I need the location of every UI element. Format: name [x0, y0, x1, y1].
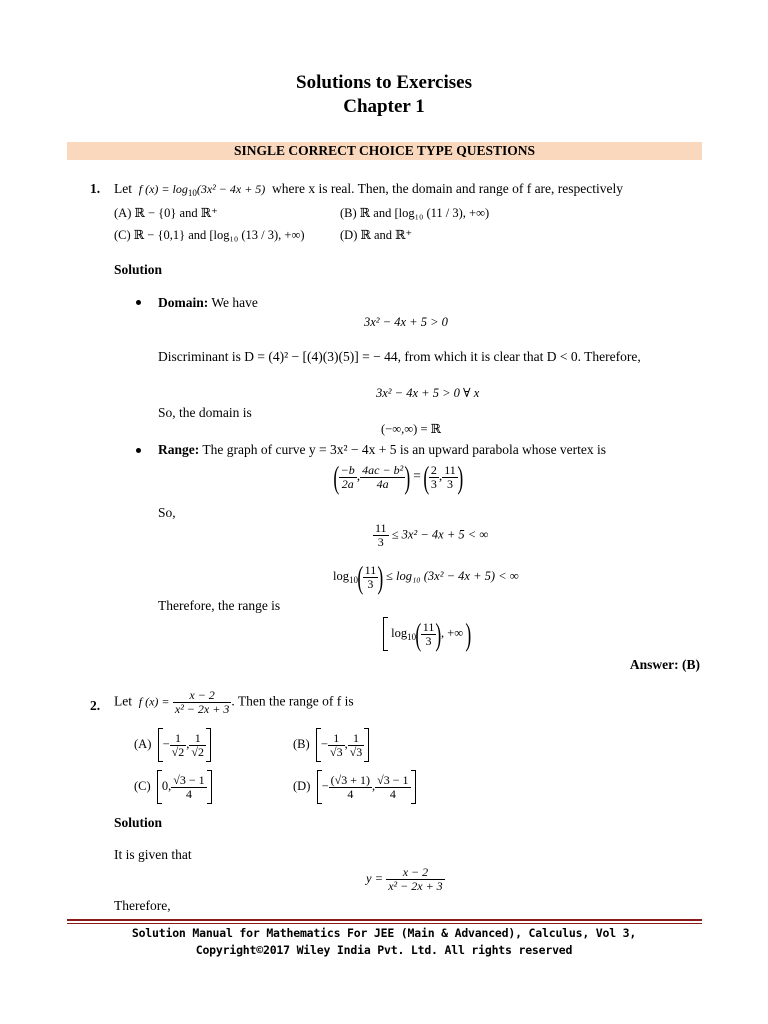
footer-rule-thick — [67, 919, 702, 921]
q1-inequality-2: 3x² − 4x + 5 > 0 ∀ x — [376, 386, 480, 400]
ineq4-num: 11 — [364, 562, 377, 577]
q1-range-result: $\log_{10}$( $\frac{11}{3}$ ), +∞ ) — [383, 617, 471, 651]
q1-so: So, — [158, 505, 176, 520]
q2-opt-a-label: (A) — [134, 736, 152, 751]
page-title: Solutions to Exercises — [296, 72, 472, 93]
q2-a-n2: 1 — [189, 732, 206, 746]
q2-function: f (x) = — [138, 694, 170, 709]
q2-opt-d-label: (D) — [293, 778, 311, 793]
q2-eq-num: x − 2 — [386, 866, 444, 880]
section-heading: SINGLE CORRECT CHOICE TYPE QUESTIONS — [233, 143, 536, 158]
q2-c-d: 4 — [185, 786, 192, 801]
q2-b-d2: √3 — [349, 744, 363, 759]
section-heading-band — [67, 142, 702, 160]
vertex-num-4: 11 — [444, 462, 456, 477]
q2-solution-label: Solution — [114, 815, 163, 830]
question-2-stem — [114, 689, 354, 716]
ineq4-log: log — [333, 568, 349, 583]
ineq4-den: 3 — [367, 576, 374, 591]
range-log: log — [391, 625, 408, 640]
q1-stem-text: where x is real. Then, the domain and range of f are, respectively — [272, 181, 624, 196]
q2-equation — [366, 866, 445, 893]
question-1-number: 1. — [90, 181, 101, 196]
q1-vertex-expression: ( $\frac{-b}{2a}$ , $\frac{\text{4ac − b²}}{4a}$ ) = ( $\frac{2}{3}$ , $\frac{11}{3}$ ) — [333, 459, 464, 495]
q2-stem-den: x² − 2x + 3 — [174, 702, 230, 716]
q2-opt-b-label: (B) — [293, 736, 310, 751]
q1-so-domain: So, the domain is — [158, 405, 252, 420]
vertex-num-3: 2 — [430, 462, 437, 477]
q1-inequality-3 — [373, 522, 488, 549]
q2-b-n2: 1 — [348, 732, 365, 746]
range-den: 3 — [425, 633, 432, 648]
q2-eq-den: x² − 2x + 3 — [388, 879, 443, 893]
q2-a-d1: √2 — [171, 744, 185, 759]
q1-domain-result: (−∞,∞) = ℝ — [381, 422, 442, 436]
q1-function-sub: 10 — [187, 188, 197, 198]
q1-range-line — [158, 442, 606, 458]
q2-eq-lhs: y = — [366, 871, 384, 886]
q1-option-a: (A) ℝ − {0} and ℝ⁺ — [114, 206, 218, 220]
vertex-den-2: 4a — [376, 476, 389, 491]
ineq3-num: 11 — [375, 521, 387, 535]
q2-given-text: It is given that — [114, 847, 192, 862]
q2-d-d1: 4 — [347, 786, 354, 801]
bullet-range — [136, 448, 141, 453]
ineq3-den: 3 — [377, 535, 384, 549]
q2-a-d2: √2 — [191, 744, 204, 759]
q1-inequality-1: 3x² − 4x + 5 > 0 — [364, 315, 448, 329]
q1-range-label: Range: — [158, 442, 200, 457]
q2-option-c — [134, 770, 212, 804]
range-tail: , +∞ — [440, 625, 464, 640]
vertex-num-1: −b — [340, 462, 355, 477]
q2-therefore-text: Therefore, — [114, 898, 171, 913]
footer-line-2: Copyright©2017 Wiley India Pvt. Ltd. All rights reserved — [195, 943, 573, 957]
vertex-num-2: 4ac − b² — [362, 462, 404, 477]
q2-c-first: 0, — [161, 778, 172, 793]
q1-range-text: The graph of curve y = 3x² − 4x + 5 is an upward parabola whose vertex is — [202, 442, 607, 457]
q2-option-d: (D) − $\frac{(√3 + 1)}{4}$ , $\frac{√3 - 1}{4}$ — [293, 770, 416, 804]
q2-option-a: (A) − $\frac{1}{√2}$ , $\frac{1}{√2}$ — [134, 728, 211, 762]
vertex-den-3: 3 — [430, 476, 437, 491]
q1-range-result-text: Therefore, the range is — [158, 598, 281, 613]
q2-d-n2: √3 − 1 — [377, 772, 409, 787]
bullet-domain — [136, 300, 141, 305]
q2-a-n1: 1 — [170, 732, 187, 746]
q1-answer: Answer: (B) — [629, 657, 700, 672]
footer-line-1: Solution Manual for Mathematics For JEE (Main & Advanced), Calculus, Vol 3, — [131, 926, 637, 940]
q1-domain-line — [158, 295, 258, 311]
q2-stem-prefix: Let — [114, 693, 132, 709]
q1-domain-label: Domain: — [158, 295, 209, 310]
question-1-stem — [114, 181, 623, 197]
vertex-den-1: 2a — [341, 476, 354, 491]
q2-opt-c-label: (C) — [134, 778, 151, 793]
q1-domain-text: We have — [211, 295, 258, 310]
q1-discriminant: Discriminant is D = (4)² − [(4)(3)(5)] = − 44, from which it is clear that D < 0. Therefore, — [158, 349, 641, 364]
q2-d-d2: 4 — [389, 786, 396, 801]
q1-function: f (x) = log — [138, 182, 188, 196]
ineq3-rest: ≤ 3x² − 4x + 5 < ∞ — [391, 527, 489, 542]
range-sub: 10 — [407, 631, 417, 642]
range-num: 11 — [422, 619, 435, 634]
q1-solution-label: Solution — [114, 262, 163, 277]
question-2-number: 2. — [90, 698, 101, 713]
footer-rule-thin — [67, 923, 702, 924]
q1-inequality-4: $\log_{10}$( $\frac{11}{3}$ ) ≤ log₁₀ (3x² − 4x + 5) < ∞ — [333, 559, 519, 595]
chapter-title: Chapter 1 — [343, 96, 425, 117]
q2-c-n: √3 − 1 — [173, 772, 205, 787]
q1-function-arg: (3x² − 4x + 5) — [196, 182, 266, 196]
q1-option-c: (C) ℝ − {0,1} and [log₁₀ (13 / 3), +∞) — [114, 228, 305, 242]
q2-b-d1: √3 — [329, 744, 343, 759]
q2-d-n1: (√3 + 1) — [330, 772, 371, 787]
q1-option-d: (D) ℝ and ℝ⁺ — [340, 228, 413, 242]
ineq4-rest: ≤ log₁₀ (3x² − 4x + 5) < ∞ — [385, 568, 519, 583]
ineq4-sub: 10 — [348, 574, 358, 585]
q2-b-n1: 1 — [328, 732, 345, 746]
q2-stem-text: . Then the range of f is — [231, 693, 354, 709]
q1-option-b: (B) ℝ and [log₁₀ (11 / 3), +∞) — [340, 206, 490, 220]
vertex-den-4: 3 — [447, 476, 454, 491]
q2-stem-num: x − 2 — [173, 689, 231, 703]
q2-option-b: (B) − $\frac{1}{√3}$ , $\frac{1}{√3}$ — [293, 728, 369, 762]
q1-stem-prefix: Let — [114, 181, 132, 196]
